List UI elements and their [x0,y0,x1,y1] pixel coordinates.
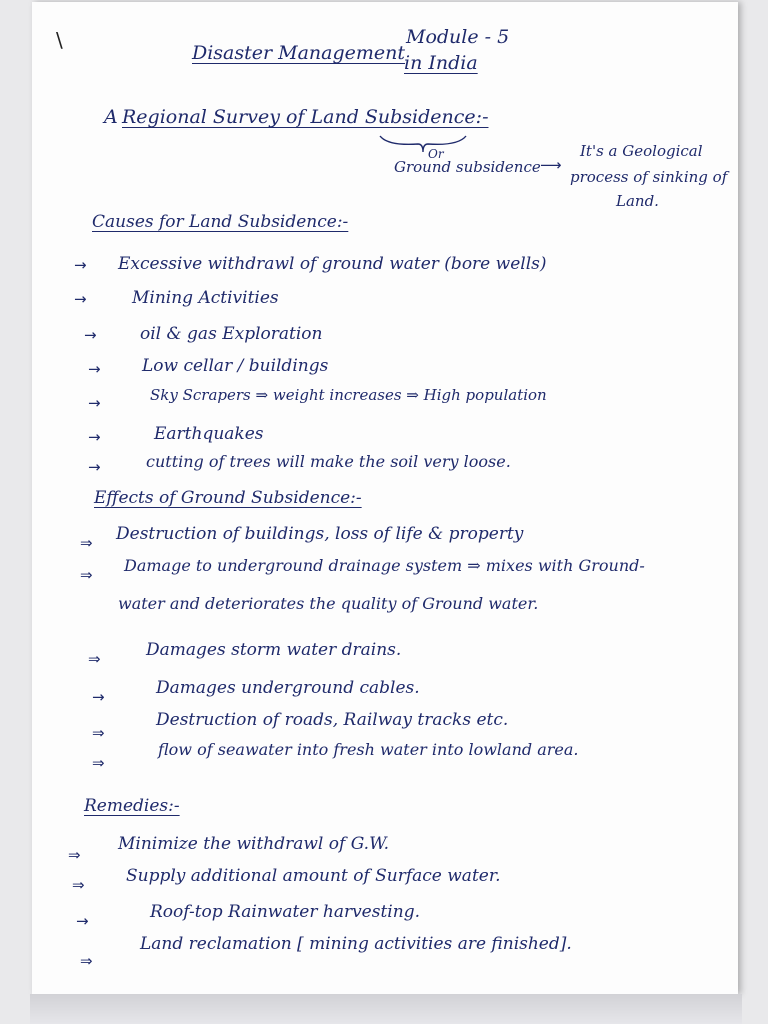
definition-line-1: It's a Geological [580,142,703,160]
cause-item: Excessive withdrawl of ground water (bore wells) [118,254,547,274]
bullet-arrow-icon: → [74,290,87,308]
cause-item: oil & gas Exploration [140,324,323,344]
bullet-arrow-icon: → [88,458,101,476]
page-title-suffix: in India [404,52,478,74]
effect-item: Destruction of roads, Railway tracks etc. [156,710,509,730]
curly-brace [378,134,468,154]
page-shadow [30,994,742,1024]
cause-item: Low cellar / buildings [142,356,329,376]
cause-item: Sky Scrapers ⇒ weight increases ⇒ High population [150,386,547,404]
topic-title: Regional Survey of Land Subsidence:- [122,106,489,128]
cause-item: Earthquakes [154,424,264,444]
effect-item: Damages underground cables. [156,678,420,698]
bullet-arrow-icon: → [88,428,101,446]
page-title: Disaster Management [192,42,406,64]
effect-item: Damages storm water drains. [146,640,402,660]
effect-item: flow of seawater into fresh water into lowland area. [158,740,579,759]
bullet-arrow-icon: ⇒ [80,534,93,552]
corner-tick-mark: \ [56,28,63,52]
remedies-heading: Remedies:- [84,796,180,816]
bullet-arrow-icon: ⇒ [92,724,105,742]
bullet-arrow-icon: → [74,256,87,274]
right-arrow-icon: ⟶ [540,156,562,174]
bullet-arrow-icon: → [84,326,97,344]
remedy-item: Roof-top Rainwater harvesting. [150,902,420,922]
bullet-arrow-icon: ⇒ [80,566,93,584]
bullet-arrow-icon: ⇒ [80,952,93,970]
causes-heading: Causes for Land Subsidence:- [92,212,349,232]
cause-item: cutting of trees will make the soil very loose. [146,452,511,471]
bullet-arrow-icon: ⇒ [68,846,81,864]
remedy-item: Minimize the withdrawl of G.W. [118,834,389,854]
remedy-item: Land reclamation [ mining activities are finished]. [140,934,572,954]
topic-prefix: A [104,106,118,128]
notebook-page [32,2,738,994]
bullet-arrow-icon: ⇒ [92,754,105,772]
bullet-arrow-icon: ⇒ [88,650,101,668]
cause-item: Mining Activities [132,288,279,308]
alias-term: Ground subsidence [394,158,541,176]
effects-heading: Effects of Ground Subsidence:- [94,488,362,508]
remedy-item: Supply additional amount of Surface water. [126,866,501,886]
bullet-arrow-icon: → [88,394,101,412]
bullet-arrow-icon: ⇒ [72,876,85,894]
definition-line-2: process of sinking of [570,168,728,186]
effect-item-continuation: water and deteriorates the quality of Ground water. [118,594,539,613]
definition-line-3: Land. [616,192,659,210]
effect-item: Damage to underground drainage system ⇒ mixes with Ground- [124,556,645,575]
module-label: Module - 5 [406,26,510,48]
or-label: Or [428,147,444,161]
bullet-arrow-icon: → [76,912,89,930]
bullet-arrow-icon: → [92,688,105,706]
bullet-arrow-icon: → [88,360,101,378]
effect-item: Destruction of buildings, loss of life & property [116,524,524,544]
